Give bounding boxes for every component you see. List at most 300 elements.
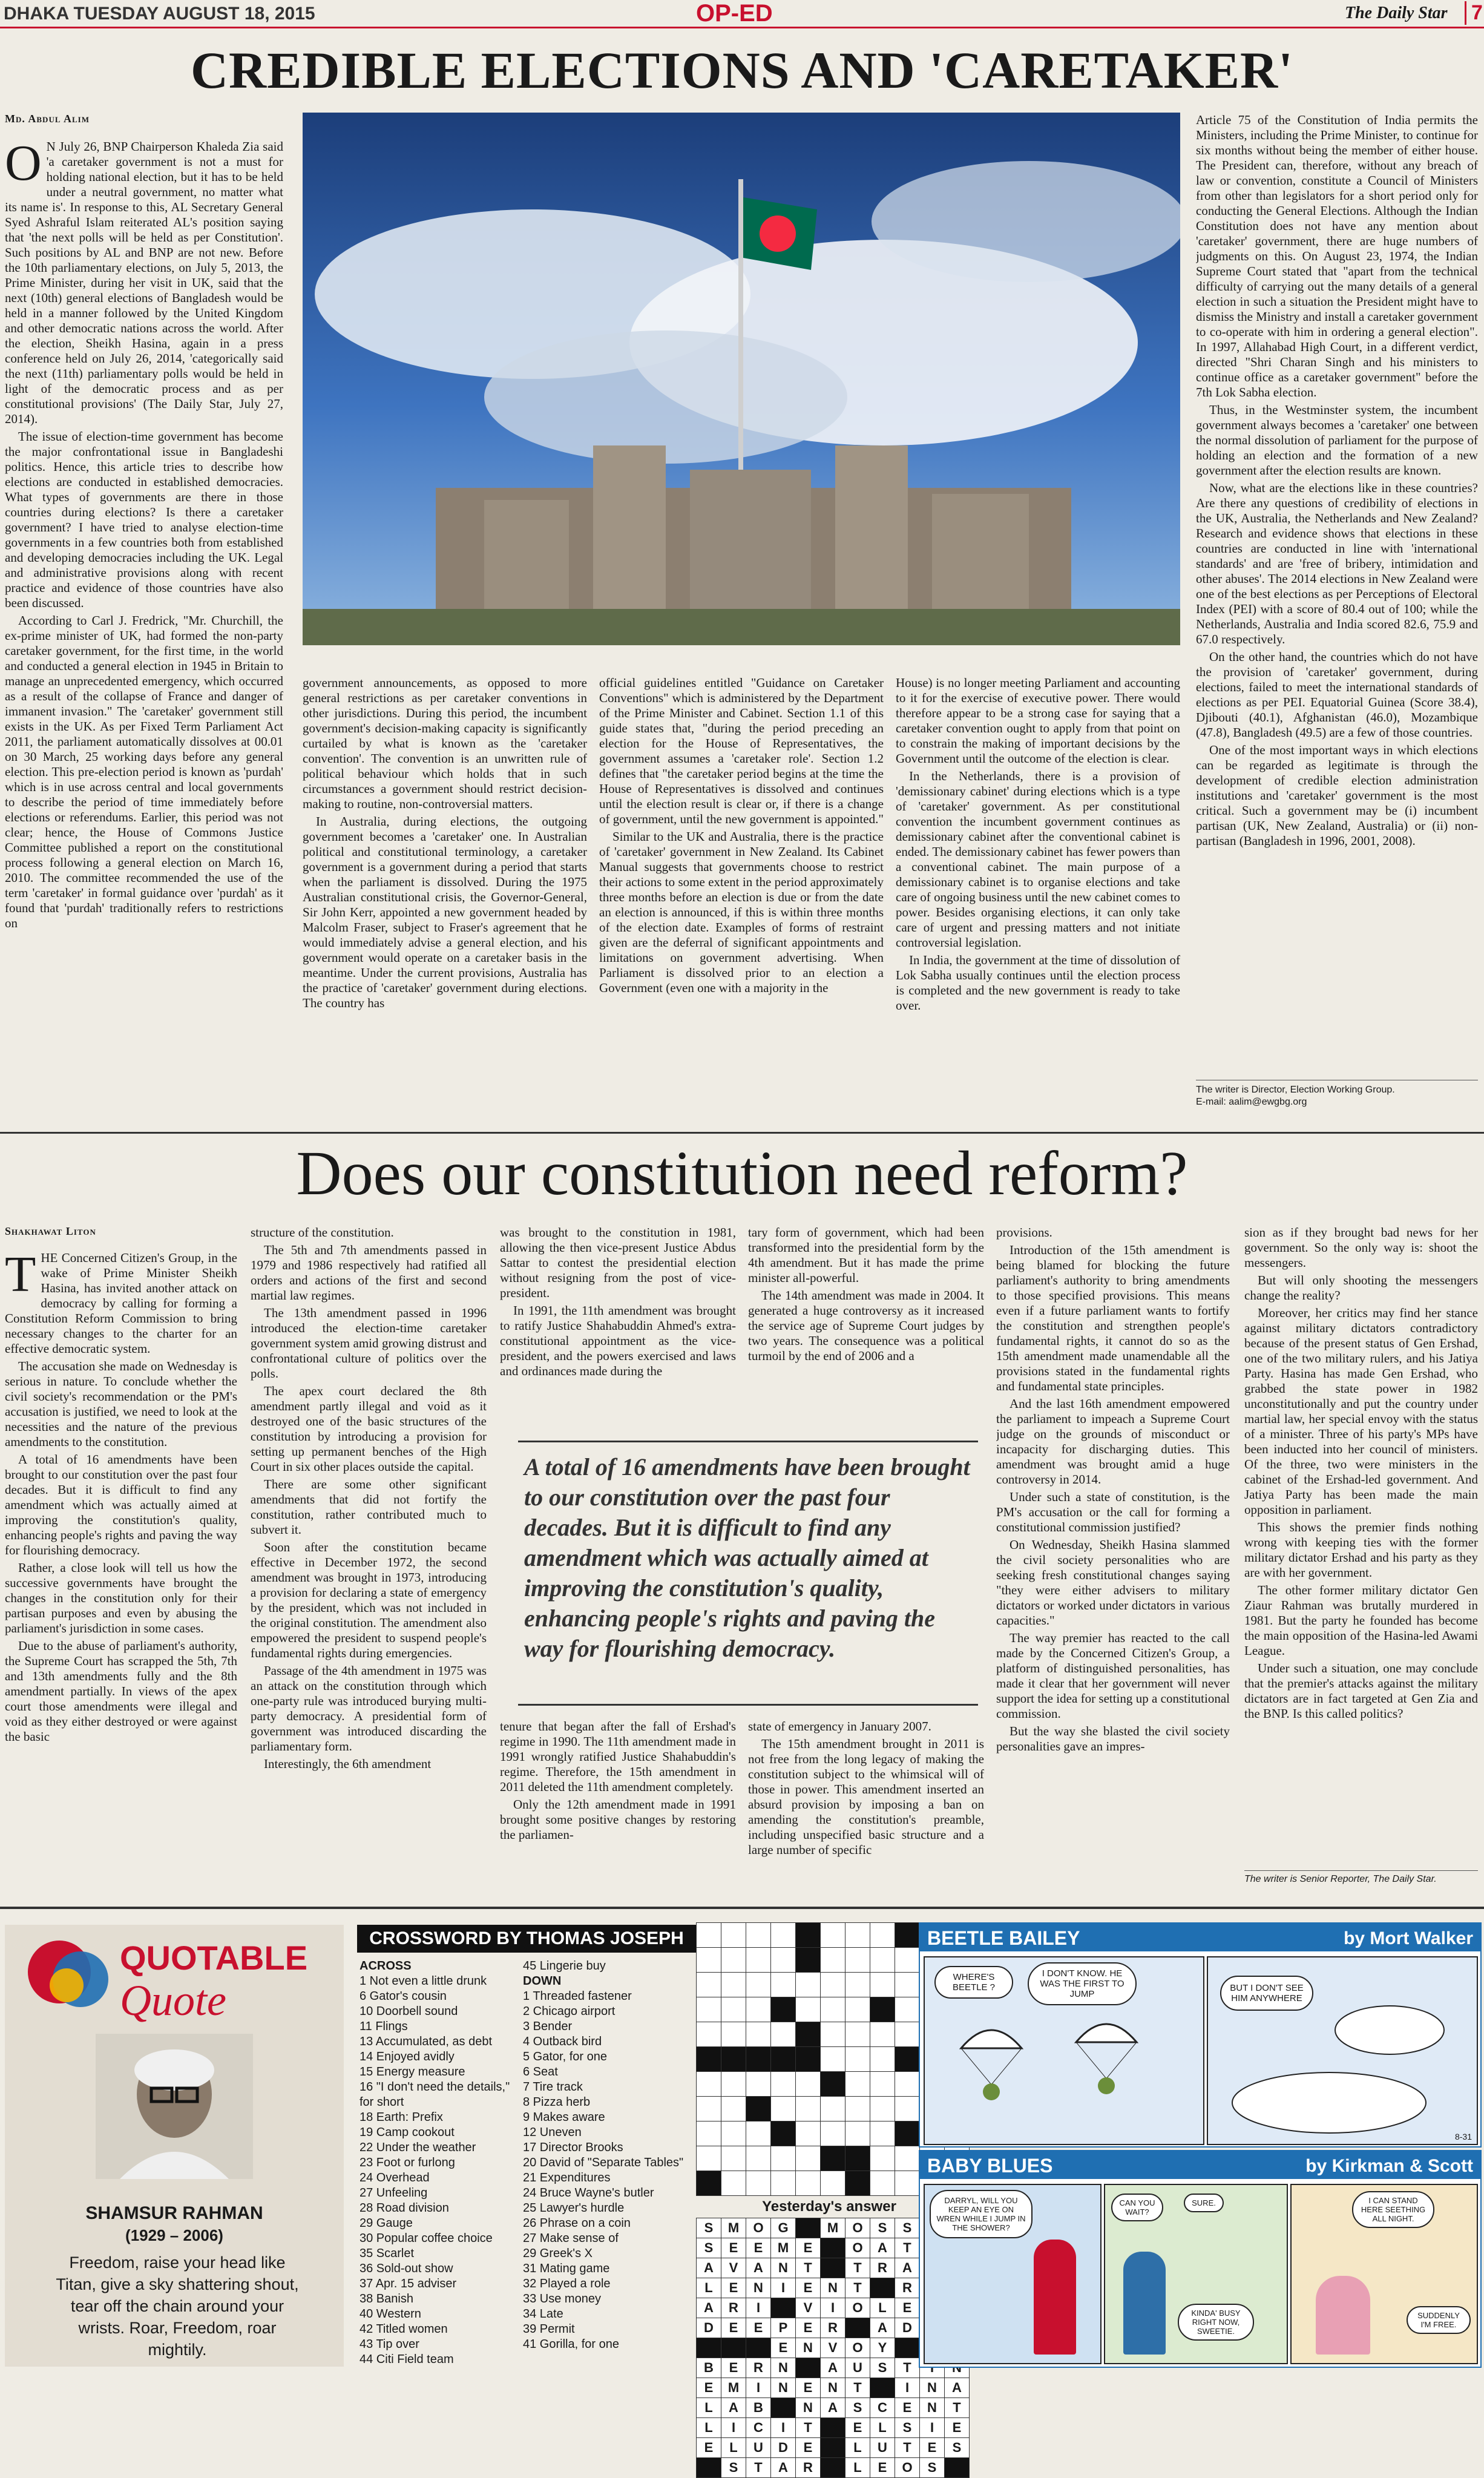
grid-cell[interactable]	[821, 2097, 845, 2121]
grid-cell[interactable]	[821, 1923, 845, 1948]
grid-cell[interactable]	[746, 2146, 771, 2171]
grid-cell[interactable]	[771, 2171, 796, 2196]
crossword-down	[523, 1959, 692, 2364]
grid-cell[interactable]	[771, 2022, 796, 2047]
answer-cell: L	[845, 2458, 870, 2478]
answer-cell	[721, 2338, 746, 2358]
answer-cell: A	[870, 2238, 895, 2258]
grid-cell[interactable]	[821, 2121, 845, 2146]
crossword-across	[360, 1959, 517, 2364]
answer-cell: O	[746, 2218, 771, 2238]
grid-cell[interactable]	[721, 2097, 746, 2121]
grid-cell[interactable]	[796, 2047, 821, 2072]
answer-cell: N	[771, 2358, 796, 2378]
grid-cell[interactable]	[845, 2121, 870, 2146]
answer-cell: N	[920, 2398, 945, 2418]
pull-quote: A total of 16 amendments have been brought to our constitution over the past four decades. But it is difficult to find any amendment which was actually aimed at improving the constitution's quality, enhancing people's rights and paving the way for flourishing democracy.	[518, 1441, 978, 1706]
baby-panel-1	[924, 2184, 1102, 2364]
answer-cell	[771, 2398, 796, 2418]
answer-cell: R	[746, 2358, 771, 2378]
answer-cell: L	[721, 2438, 746, 2458]
grid-cell[interactable]	[721, 1997, 746, 2022]
answer-cell: E	[796, 2238, 821, 2258]
grid-cell[interactable]	[870, 2097, 895, 2121]
grid-cell[interactable]	[746, 2097, 771, 2121]
across-clue: 6 Gator's cousin	[360, 1990, 447, 2003]
character-dad	[1123, 2252, 1166, 2355]
answer-cell	[870, 2278, 895, 2298]
beetle-date: 8-31	[1454, 2132, 1472, 2141]
answer-cell: S	[697, 2218, 721, 2238]
grid-cell[interactable]	[895, 1997, 920, 2022]
answer-cell: A	[821, 2398, 845, 2418]
paper-logo: The Daily Star	[1345, 4, 1448, 22]
grid-cell[interactable]	[895, 1923, 920, 1948]
grid-cell[interactable]	[895, 2121, 920, 2146]
quote-box	[5, 1925, 344, 2367]
grid-cell[interactable]	[870, 1923, 895, 1948]
grid-cell[interactable]	[697, 2047, 721, 2072]
beetle-panel-1	[924, 1956, 1204, 2145]
grid-cell[interactable]	[746, 2022, 771, 2047]
grid-cell[interactable]	[845, 2171, 870, 2196]
down-clue: 3 Bender	[523, 2020, 573, 2033]
answer-cell	[870, 2378, 895, 2398]
across-clue: 22 Under the weather	[360, 2141, 476, 2154]
grid-cell[interactable]	[746, 1997, 771, 2022]
answer-cell: R	[721, 2298, 746, 2318]
grid-cell[interactable]	[845, 1997, 870, 2022]
grid-cell[interactable]	[796, 2171, 821, 2196]
quote-text: Freedom, raise your head like Titan, give a sky shattering shout, tear off the chain around your wrists. Roar, Freedom, roar mightily.	[56, 2253, 299, 2359]
grid-cell[interactable]	[796, 2097, 821, 2121]
article2-col1: THE Concerned Citizen's Group, in the wake of Prime Minister Sheikh Hasina, has invited another attack on democracy by calling for forming a Constitution Reform Commission to bring necessary changes to the charter for an effective democratic system. The accusation she made on Wednesday is serious in nature. To conclude whether the civil society's recommendation or the PM's accusation is justified, we need to look at the necessities and the nature of the previous amendments to the constitution. A total of 16 amendments have been brought to our constitution over the past four decades. But it is difficult to find any amendment which was actually aimed at improving the constitution's quality, enhancing people's rights and paving the way for flourishing democracy. Rather, a close look will tell us how the successive governments have brought the changes in the constitution only for their partisan purposes and even by abusing the parliament's jurisdiction in some cases. Due to the abuse of parliament's authority, the Supreme Court has scrapped the 5th, 7th and 13th amendments fully and the 8th amendment partially. In views of the apex court those amendments were illegal and void as they either destroyed or were against the basic	[5, 1251, 237, 1744]
down-clue: 41 Gorilla, for one	[523, 2338, 619, 2351]
answer-cell	[821, 2458, 845, 2478]
down-clue: 45 Lingerie buy	[523, 1959, 606, 1973]
grid-cell[interactable]	[697, 2146, 721, 2171]
grid-cell[interactable]	[870, 2121, 895, 2146]
answer-cell: E	[796, 2318, 821, 2338]
down-clue: 29 Greek's X	[523, 2247, 593, 2260]
answer-cell: D	[697, 2318, 721, 2338]
grid-cell[interactable]	[771, 2072, 796, 2097]
answer-cell: C	[746, 2418, 771, 2438]
answer-cell: I	[721, 2418, 746, 2438]
answer-cell: O	[845, 2218, 870, 2238]
parliament-photo	[303, 113, 1180, 645]
quote-label-1: QUOTABLE	[120, 1939, 308, 1977]
grid-cell[interactable]	[845, 2097, 870, 2121]
beetle-author: by Mort Walker	[1344, 1928, 1473, 1948]
down-clue: 33 Use money	[523, 2292, 601, 2305]
grid-cell[interactable]	[697, 2121, 721, 2146]
answer-cell: N	[821, 2278, 845, 2298]
grid-cell[interactable]	[771, 2097, 796, 2121]
across-clue: 10 Doorbell sound	[360, 2005, 458, 2018]
beetle-bubble-1: WHERE'S BEETLE ?	[934, 1966, 1013, 1999]
across-clue: 16 "I don't need the details," for short	[360, 2080, 510, 2109]
grid-cell[interactable]	[845, 2072, 870, 2097]
down-clue: 17 Director Brooks	[523, 2141, 623, 2154]
character-mom	[1034, 2240, 1076, 2355]
baby-bubble-5: I CAN STAND HERE SEETHING ALL NIGHT.	[1352, 2191, 1434, 2228]
across-clue: 28 Road division	[360, 2201, 449, 2215]
grid-cell[interactable]	[895, 2047, 920, 2072]
grid-cell[interactable]	[895, 2146, 920, 2171]
grid-cell[interactable]	[697, 2072, 721, 2097]
grid-cell[interactable]	[796, 1923, 821, 1948]
grid-cell[interactable]	[746, 1948, 771, 1973]
grid-cell[interactable]	[697, 1923, 721, 1948]
across-clue: 43 Tip over	[360, 2338, 419, 2351]
answer-cell: N	[796, 2398, 821, 2418]
answer-cell: E	[920, 2438, 945, 2458]
grid-cell[interactable]	[870, 2022, 895, 2047]
down-clue: 25 Lawyer's hurdle	[523, 2201, 625, 2215]
grid-cell[interactable]	[697, 2097, 721, 2121]
answer-cell: B	[697, 2358, 721, 2378]
answer-cell: V	[821, 2338, 845, 2358]
grid-cell[interactable]	[746, 2072, 771, 2097]
article2-col6: sion as if they brought bad news for her government. So the only way is: shoot the messengers. But will only shooting the messengers change the reality? Moreover, her critics may find her stance against military dictators contradictory because of the present status of Gen Ershad, one of the two military rulers, and his Jatiya Party. Hasina has made Gen Ershad, who grabbed the state power in 1982 unconstitutionally and put the country under martial law, her special envoy with the status of a minister. Three of his party's MPs have been inducted into her council of ministers. Of the three, two were ministers in the cabinet of the Ershad-led government. And Jatiya Party has been made the main opposition in parliament. This shows the premier finds nothing wrong with keeping ties with the former military dictator Ershad and his party as they are with her government. The other former military dictator Gen Ziaur Rahman was brutally murdered in 1981. But the party he founded has become the main opposition of the Hasina-led Awami League. Under such a situation, one may conclude that the premier's attacks against the military dictators are in fact targeted at Gen Zia and the BNP. Is this called politics?	[1244, 1225, 1478, 1721]
article2-col4: tary form of government, which had been transformed into the presidential form by the 4th amendment. But it has made the prime minister all-powerful. The 14th amendment was made in 2004. It generated a huge controversy as it increased the service age of Supreme Court judges by two years. The consequence was a political turmoil by the end of 2006 and a	[748, 1225, 984, 1363]
dateline: DHAKA TUESDAY AUGUST 18, 2015	[4, 4, 315, 24]
grid-cell[interactable]	[821, 1948, 845, 1973]
answer-cell: E	[796, 2278, 821, 2298]
grid-cell[interactable]	[721, 1973, 746, 1997]
across-clue: 40 Western	[360, 2307, 421, 2321]
answer-cell: T	[796, 2258, 821, 2278]
masthead-bar	[0, 0, 1484, 28]
grid-cell[interactable]	[870, 1997, 895, 2022]
answer-cell: N	[771, 2378, 796, 2398]
baby-header	[920, 2151, 1480, 2179]
baby-bubble-6: SUDDENLY I'M FREE.	[1407, 2306, 1471, 2334]
section-label: OP-ED	[696, 0, 773, 27]
beetle-bubble-3: BUT I DON'T SEE HIM ANYWHERE	[1220, 1976, 1313, 2011]
answer-cell: N	[771, 2258, 796, 2278]
baby-bubble-4: KINDA' BUSY RIGHT NOW, SWEETIE.	[1178, 2304, 1254, 2341]
across-clue: 15 Energy measure	[360, 2065, 465, 2079]
across-clue: 23 Foot or furlong	[360, 2156, 455, 2169]
grid-cell[interactable]	[845, 1923, 870, 1948]
answer-cell: D	[771, 2438, 796, 2458]
answer-cell: E	[721, 2358, 746, 2378]
article1-col5: Article 75 of the Constitution of India permits the Ministers, including the Prime Minister, to continue for six months without being the member of either house. The President can, therefore, without any breach of law or convention, constitute a Council of Ministers from other than legislators for a short period only for conducting the General Elections. Although the Indian Constitution does not have any mention about 'caretaker' government, there are huge numbers of judgments on this. On August 23, 1974, the Indian Supreme Court stated that "apart from the technical difficulty of carrying out the many details of a general election in such a situation the President might have to dismiss the Ministry and install a caretaker government to co-operate with him in ordering a general election". In 1997, Allahabad High Court, in a different verdict, directed "Shri Charan Singh and his ministers to continue office as a caretaker government" before the 7th Lok Sabha election. Thus, in the Westminster system, the incumbent government always becomes a 'caretaker' one between the normal dissolution of parliament for the purpose of holding an election and the formation of a new government after the election results are known. Now, what are the elections like in these countries? Are there any questions of credibility of elections in the UK, Australia, the Netherlands and New Zealand? Research and evidence shows that elections in these countries are conducted in line with 'international standards' and are 'free of bribery, intimidation and other abuses'. The 2014 elections in New Zealand were one of the best elections as per Perceptions of Electoral Index (PEI) with a score of 80.4 out of 100; while the Netherlands, Australia and India scored 82.6, 75.9 and 67.0 respectively. On the other hand, the countries which do not have the provision of 'caretaker' government, during elections, failed to meet the international standards of elections as per PEI. Equatorial Guinea (Score 38.4), Djibouti (40.1), Afghanistan (46.0), Mozambique (47.8), Bangladesh (49.5) are a few of those countries. One of the most important ways in which elections can be regarded as legitimate is through the development of credible election administration institutions and 'caretaker' government is the most critical. Such a government may be (i) incumbent partisan (UK, New Zealand, Australia) or (ii) non-partisan (Bangladesh in 1996, 2001, 2008).	[1196, 113, 1478, 848]
down-clue: 24 Bruce Wayne's butler	[523, 2186, 654, 2200]
answer-cell: I	[821, 2298, 845, 2318]
answer-cell: O	[845, 2238, 870, 2258]
down-clue: 12 Uneven	[523, 2126, 582, 2139]
answer-cell: N	[746, 2278, 771, 2298]
grid-cell[interactable]	[697, 1948, 721, 1973]
grid-cell[interactable]	[721, 1948, 746, 1973]
down-title: DOWN	[523, 1974, 562, 1988]
answer-cell: A	[697, 2298, 721, 2318]
across-clue: 27 Unfeeling	[360, 2186, 428, 2200]
grid-cell[interactable]	[821, 2072, 845, 2097]
answer-cell: T	[845, 2278, 870, 2298]
grid-cell[interactable]	[746, 2121, 771, 2146]
grid-cell[interactable]	[870, 2146, 895, 2171]
grid-cell[interactable]	[796, 1997, 821, 2022]
article2-headline: Does our constitution need reform?	[0, 1132, 1484, 1210]
grid-cell[interactable]	[895, 1948, 920, 1973]
article2-byline: Shakhawat Liton	[5, 1225, 96, 1237]
article1-col1: O N July 26, BNP Chairperson Khaleda Zia said 'a caretaker government is not a must for holding national election, but it has to be held under a neutral government, no matter what its name is'. In response to this, AL Secretary General Syed Ashraful Islam reiterated AL's position saying that 'the next polls will be held as per Constitution'. Such positions by AL and BNP are not new. Before the 10th parliamentary elections, on July 5, 2013, the Prime Minister, during her visit in UK, said that the next (10th) general elections of Bangladesh would be held in a manner followed by the United Kingdom and other democratic nations across the world. After the election, Sheikh Hasina, again in a press conference held on July 26, 2014, 'categorically said the next (11th) parliamentary polls would be held in light of the democratic process and as per constitutional provisions' (The Daily Star, July 27, 2014). The issue of election-time government has become the major confrontational issue in Bangladeshi politics. Hence, this article tries to describe how elections are conducted in established democracies. What types of governments are there in those countries during elections? Is there a caretaker government? I have tried to analyse election-time governments in a few countries both from established and developing democracies including the UK. Legal and administrative provisions along with recent practice and evidence of those countries have also been discussed. According to Carl J. Fredrick, "Mr. Churchill, the ex-prime minister of UK, had formed the non-party caretaker government, for the first time, in the world and conducted a general election in 1945 in Britain to manage an unprecedented emergency, which occurred as a result of the collapse of France and danger of immanent invasion." The 'caretaker' government still exists in the UK. As per Fixed Term Parliament Act 2011, the parliament automatically dissolves at 00.01 on 30 March, 25 working days before any general election. This pre-election period is known as 'purdah' which is in use across central and local governments to describe the period of time immediately before elections or referendums. Earlier, this period was not clear; hence, the House of Commons Justice Committee published a report on the constitutional process following a general election on March 16, 2010. The committee recommended the use of the term 'caretaker' in formal guidance over 'purdah' as it found that 'purdah' traditionally refers to restrictions on	[5, 139, 283, 930]
answer-cell: L	[870, 2418, 895, 2438]
grid-cell[interactable]	[796, 2022, 821, 2047]
grid-cell[interactable]	[845, 1973, 870, 1997]
answer-cell: E	[796, 2378, 821, 2398]
answer-cell: A	[945, 2378, 970, 2398]
down-clue: 4 Outback bird	[523, 2035, 602, 2048]
down-clue: 7 Tire track	[523, 2080, 583, 2094]
grid-cell[interactable]	[821, 2171, 845, 2196]
answer-cell: R	[821, 2318, 845, 2338]
grid-cell[interactable]	[821, 1973, 845, 1997]
grid-cell[interactable]	[746, 2171, 771, 2196]
article2-col2: structure of the constitution. The 5th and 7th amendments passed in 1979 and 1986 respectively had ratified all orders and actions of the first and second martial law regimes. The 13th amendment passed in 1996 introduced the election-time caretaker government system amid growing distrust and confrontational culture of politics over the polls. The apex court declared the 8th amendment partly illegal and void as it destroyed one of the basic structures of the constitution by introducing a provision for setting up permanent benches of the High Court in six other places outside the capital. There are some other significant amendments that did not fortify the constitution, rather contributed much to subvert it. Soon after the constitution became effective in December 1972, the second amendment was brought in 1973, introducing a provision for declaring a state of emergency by the president, which was not included in the original constitution. The amendment also empowered the president to suspend people's fundamental rights during emergencies. Passage of the 4th amendment in 1975 was an attack on the constitution through which one-party rule was introduced burying multi-party democracy. A presidential form of government was introduced discarding the parliamentary form. Interestingly, the 6th amendment	[251, 1225, 487, 1771]
grid-cell[interactable]	[796, 2121, 821, 2146]
grid-cell[interactable]	[895, 2097, 920, 2121]
grid-cell[interactable]	[771, 1973, 796, 1997]
answer-cell: L	[697, 2398, 721, 2418]
grid-cell[interactable]	[796, 1973, 821, 1997]
across-clue: 1 Not even a little drunk	[360, 1974, 487, 1988]
answer-cell	[895, 2338, 920, 2358]
down-clue: 27 Make sense of	[523, 2232, 619, 2245]
grid-cell[interactable]	[796, 2146, 821, 2171]
answer-cell	[821, 2438, 845, 2458]
grid-cell[interactable]	[771, 2047, 796, 2072]
down-clue: 39 Permit	[523, 2322, 575, 2336]
parachute-drawing	[925, 1957, 1203, 2144]
grid-cell[interactable]	[895, 1973, 920, 1997]
article1-col4: House) is no longer meeting Parliament and accounting to it for the exercise of executive power. There would therefore appear to be a strong case for saying that a caretaker convention ought to apply from that point on to constrain the making of important decisions by the Government until the outcome of the election is clear. In the Netherlands, there is a provision of 'demissionary cabinet' during elections which is a type of 'caretaker' government. As per constitutional convention the incumbent government continues as demissionary cabinet after the conventional cabinet is ended. The demissionary cabinet has fewer powers than a conventional cabinet. The main purpose of a demissionary cabinet is to organise elections and take care of ongoing business until the new cabinet comes to power. Besides organising elections, it can only take care of urgent and pressing matters and not initiate controversial legislation. In India, the government at the time of dissolution of Lok Sabha usually continues until the election process is completed and the new government is ready to take over.	[896, 675, 1180, 1013]
answer-cell: E	[721, 2318, 746, 2338]
grid-cell[interactable]	[771, 2121, 796, 2146]
grid-cell[interactable]	[746, 2047, 771, 2072]
answer-cell	[771, 2298, 796, 2318]
answer-cell: L	[845, 2438, 870, 2458]
grid-cell[interactable]	[697, 1973, 721, 1997]
answer-cell: T	[895, 2358, 920, 2378]
answer-cell: T	[796, 2418, 821, 2438]
grid-cell[interactable]	[721, 2072, 746, 2097]
answer-cell: L	[697, 2418, 721, 2438]
answer-cell: I	[746, 2298, 771, 2318]
grid-cell[interactable]	[845, 2146, 870, 2171]
grid-cell[interactable]	[821, 1997, 845, 2022]
answer-cell: R	[895, 2278, 920, 2298]
answer-title: Yesterday's answer	[762, 2198, 896, 2215]
across-clue: 37 Apr. 15 adviser	[360, 2277, 457, 2290]
down-clue: 2 Chicago airport	[523, 2005, 616, 2018]
grid-cell[interactable]	[870, 2171, 895, 2196]
across-clue: 19 Camp cookout	[360, 2126, 455, 2139]
answer-cell: L	[870, 2298, 895, 2318]
grid-cell[interactable]	[821, 2146, 845, 2171]
article1-byline: Md. Abdul Alim	[5, 113, 90, 125]
answer-cell: E	[845, 2418, 870, 2438]
grid-cell[interactable]	[821, 2022, 845, 2047]
grid-cell[interactable]	[821, 2047, 845, 2072]
answer-cell	[945, 2458, 970, 2478]
answer-cell: V	[796, 2298, 821, 2318]
answer-cell: R	[870, 2258, 895, 2278]
answer-cell: T	[845, 2258, 870, 2278]
grid-cell[interactable]	[721, 2121, 746, 2146]
baby-bubble-1: DARRYL, WILL YOU KEEP AN EYE ON WREN WHILE I JUMP IN THE SHOWER?	[930, 2190, 1033, 2238]
answer-cell: E	[746, 2238, 771, 2258]
grid-cell[interactable]	[771, 2146, 796, 2171]
answer-cell: S	[895, 2418, 920, 2438]
grid-cell[interactable]	[870, 2072, 895, 2097]
down-clue: 34 Late	[523, 2307, 563, 2321]
answer-cell: E	[895, 2398, 920, 2418]
answer-cell: E	[721, 2278, 746, 2298]
beetle-bubble-2: I DON'T KNOW. HE WAS THE FIRST TO JUMP	[1028, 1962, 1137, 2005]
grid-cell[interactable]	[771, 1997, 796, 2022]
answer-cell: A	[721, 2398, 746, 2418]
baby-bubble-3: SURE.	[1184, 2194, 1224, 2212]
answer-cell: I	[771, 2418, 796, 2438]
answer-cell: A	[771, 2458, 796, 2478]
answer-cell: N	[821, 2378, 845, 2398]
across-clue: 30 Popular coffee choice	[360, 2232, 493, 2245]
baby-title: BABY BLUES	[927, 2155, 1053, 2177]
answer-cell	[845, 2318, 870, 2338]
grid-cell[interactable]	[697, 2022, 721, 2047]
down-clue: 6 Seat	[523, 2065, 558, 2079]
article2-col5: provisions. Introduction of the 15th amendment is being blamed for blocking the future parliament's authority to bring amendments to those specified provisions. This means even if a future parliament wants to fortify the constitution and strengthen people's fundamental rights, it cannot do so as the 15th amendment made unamendable all the provisions stated in the fundamental rights and fundamental state principles. And the last 16th amendment empowered the parliament to impeach a Supreme Court judge on the grounds of misconduct or incapacity for discharging duties. This amendment was brought amid a huge controversy in 2014. Under such a state of constitution, is the PM's accusation or the call for forming a constitutional commission justified? On Wednesday, Sheikh Hasina slammed the civil society personalities who are seeking fresh constitutional changes saying "they were either advisers to military dictators or worked under dictators in various capacities." The way premier has reacted to the call made by the Concerned Citizen's Group, a platform of distinguished personalities, has made it clear that her government will never support the idea for setting up a constitutional commission. But the way she blasted the civil society personalities gave an impres-	[996, 1225, 1230, 1753]
clouds-drawing	[1208, 1957, 1477, 2144]
answer-cell: E	[771, 2338, 796, 2358]
grid-cell[interactable]	[771, 1923, 796, 1948]
grid-cell[interactable]	[870, 2047, 895, 2072]
answer-cell: U	[845, 2358, 870, 2378]
grid-cell[interactable]	[721, 2171, 746, 2196]
answer-cell: B	[746, 2398, 771, 2418]
grid-cell[interactable]	[746, 1923, 771, 1948]
grid-cell[interactable]	[796, 1948, 821, 1973]
answer-cell	[821, 2258, 845, 2278]
beetle-header	[920, 1924, 1480, 1951]
beetle-title: BEETLE BAILEY	[927, 1927, 1080, 1949]
answer-cell: E	[945, 2418, 970, 2438]
answer-cell: A	[746, 2258, 771, 2278]
answer-cell: A	[821, 2358, 845, 2378]
answer-cell: T	[895, 2438, 920, 2458]
answer-cell: A	[697, 2258, 721, 2278]
answer-cell: O	[845, 2298, 870, 2318]
page-number: 7	[1465, 1, 1483, 25]
baby-author: by Kirkman & Scott	[1305, 2156, 1473, 2176]
speech-bubble-icon	[23, 1936, 114, 2014]
grid-cell[interactable]	[895, 2072, 920, 2097]
across-clue: 13 Accumulated, as debt	[360, 2035, 493, 2048]
answer-cell: Y	[870, 2338, 895, 2358]
article1-headline: CREDIBLE ELECTIONS AND 'CARETAKER'	[190, 41, 1294, 99]
grid-cell[interactable]	[746, 1973, 771, 1997]
answer-cell: S	[945, 2438, 970, 2458]
answer-cell: I	[895, 2378, 920, 2398]
grid-cell[interactable]	[697, 1997, 721, 2022]
answer-cell	[796, 2218, 821, 2238]
down-clue: 32 Played a role	[523, 2277, 611, 2290]
grid-cell[interactable]	[697, 2171, 721, 2196]
dropcap: T	[5, 1251, 36, 1303]
baby-panel-3	[1290, 2184, 1478, 2364]
down-clue: 26 Phrase on a coin	[523, 2217, 631, 2230]
across-clue: 35 Scarlet	[360, 2247, 415, 2260]
answer-cell: E	[796, 2438, 821, 2458]
answer-cell: S	[697, 2238, 721, 2258]
answer-cell	[821, 2418, 845, 2438]
dropcap: O	[5, 139, 42, 191]
answer-cell: P	[771, 2318, 796, 2338]
article2-author-note: The writer is Senior Reporter, The Daily Star.	[1244, 1870, 1478, 1885]
baby-blues-strip	[919, 2150, 1482, 2368]
grid-cell[interactable]	[870, 1973, 895, 1997]
down-clue: 20 David of "Separate Tables"	[523, 2156, 684, 2169]
answer-cell: S	[870, 2218, 895, 2238]
answer-cell: S	[845, 2398, 870, 2418]
grid-cell[interactable]	[870, 1948, 895, 1973]
down-clue: 31 Mating game	[523, 2262, 610, 2275]
across-clue: 11 Flings	[360, 2020, 408, 2033]
answer-cell: N	[796, 2338, 821, 2358]
grid-cell[interactable]	[895, 2171, 920, 2196]
answer-cell: S	[870, 2358, 895, 2378]
character-baby	[1316, 2276, 1370, 2355]
grid-cell[interactable]	[796, 2072, 821, 2097]
article2-col3b: tenure that began after the fall of Ershad's regime in 1990. The 11th amendment made in 1991 wrongly ratified Justice Shahabuddin's regime. Therefore, the 15th amendment in 2011 deleted the 11th amendment completely. Only the 12th amendment made in 1991 brought some positive changes by restoring the parliamen-	[500, 1719, 736, 1842]
answer-cell: M	[721, 2218, 746, 2238]
article1-col2: government announcements, as opposed to more general restrictions as per caretaker conventions in other jurisdictions. During this period, the incumbent government's decision-making capacity is significantly curtailed by what is known as the 'caretaker convention'. The convention is an unwritten rule of political behaviour which holds that in such circumstances a government should restrict decision-making to routine, non-controversial matters. In Australia, during elections, the outgoing government becomes a 'caretaker' one. In Australian political and constitutional terminology, a caretaker government is a government during a period that starts when the parliament is dissolved. During the 1975 Australian constitutional crisis, the Governor-General, Sir John Kerr, appointed a new government headed by Malcolm Fraser, subject to Fraser's agreement that he would immediately advise a general election, and his government would operate on a caretaker basis in the meantime. Under the current provisions, Australia has the practice of 'caretaker' government during elections. The country has	[303, 675, 587, 1010]
grid-cell[interactable]	[721, 2022, 746, 2047]
crossword-title: CROSSWORD BY THOMAS JOSEPH	[357, 1925, 696, 1953]
across-clue: 42 Titled women	[360, 2322, 448, 2336]
grid-cell[interactable]	[895, 2022, 920, 2047]
across-title: ACROSS	[360, 1959, 412, 1973]
quote-person: SHAMSUR RAHMAN	[85, 2203, 263, 2223]
baby-panel-2	[1104, 2184, 1288, 2364]
answer-cell: I	[771, 2278, 796, 2298]
answer-cell	[697, 2458, 721, 2478]
beetle-bailey-strip	[919, 1922, 1482, 2148]
grid-cell[interactable]	[771, 1948, 796, 1973]
grid-cell[interactable]	[845, 2047, 870, 2072]
answer-cell: E	[746, 2318, 771, 2338]
grid-cell[interactable]	[721, 2047, 746, 2072]
down-clue: 8 Pizza herb	[523, 2095, 591, 2109]
answer-cell: T	[845, 2378, 870, 2398]
answer-cell: E	[721, 2238, 746, 2258]
answer-cell: R	[796, 2458, 821, 2478]
answer-cell: T	[895, 2238, 920, 2258]
grid-cell[interactable]	[721, 2146, 746, 2171]
answer-cell	[821, 2238, 845, 2258]
answer-cell: S	[721, 2458, 746, 2478]
grid-cell[interactable]	[845, 1948, 870, 1973]
across-clue: 36 Sold-out show	[360, 2262, 453, 2275]
grid-cell[interactable]	[721, 1923, 746, 1948]
grid-cell[interactable]	[845, 2022, 870, 2047]
down-clue: 21 Expenditures	[523, 2171, 611, 2184]
